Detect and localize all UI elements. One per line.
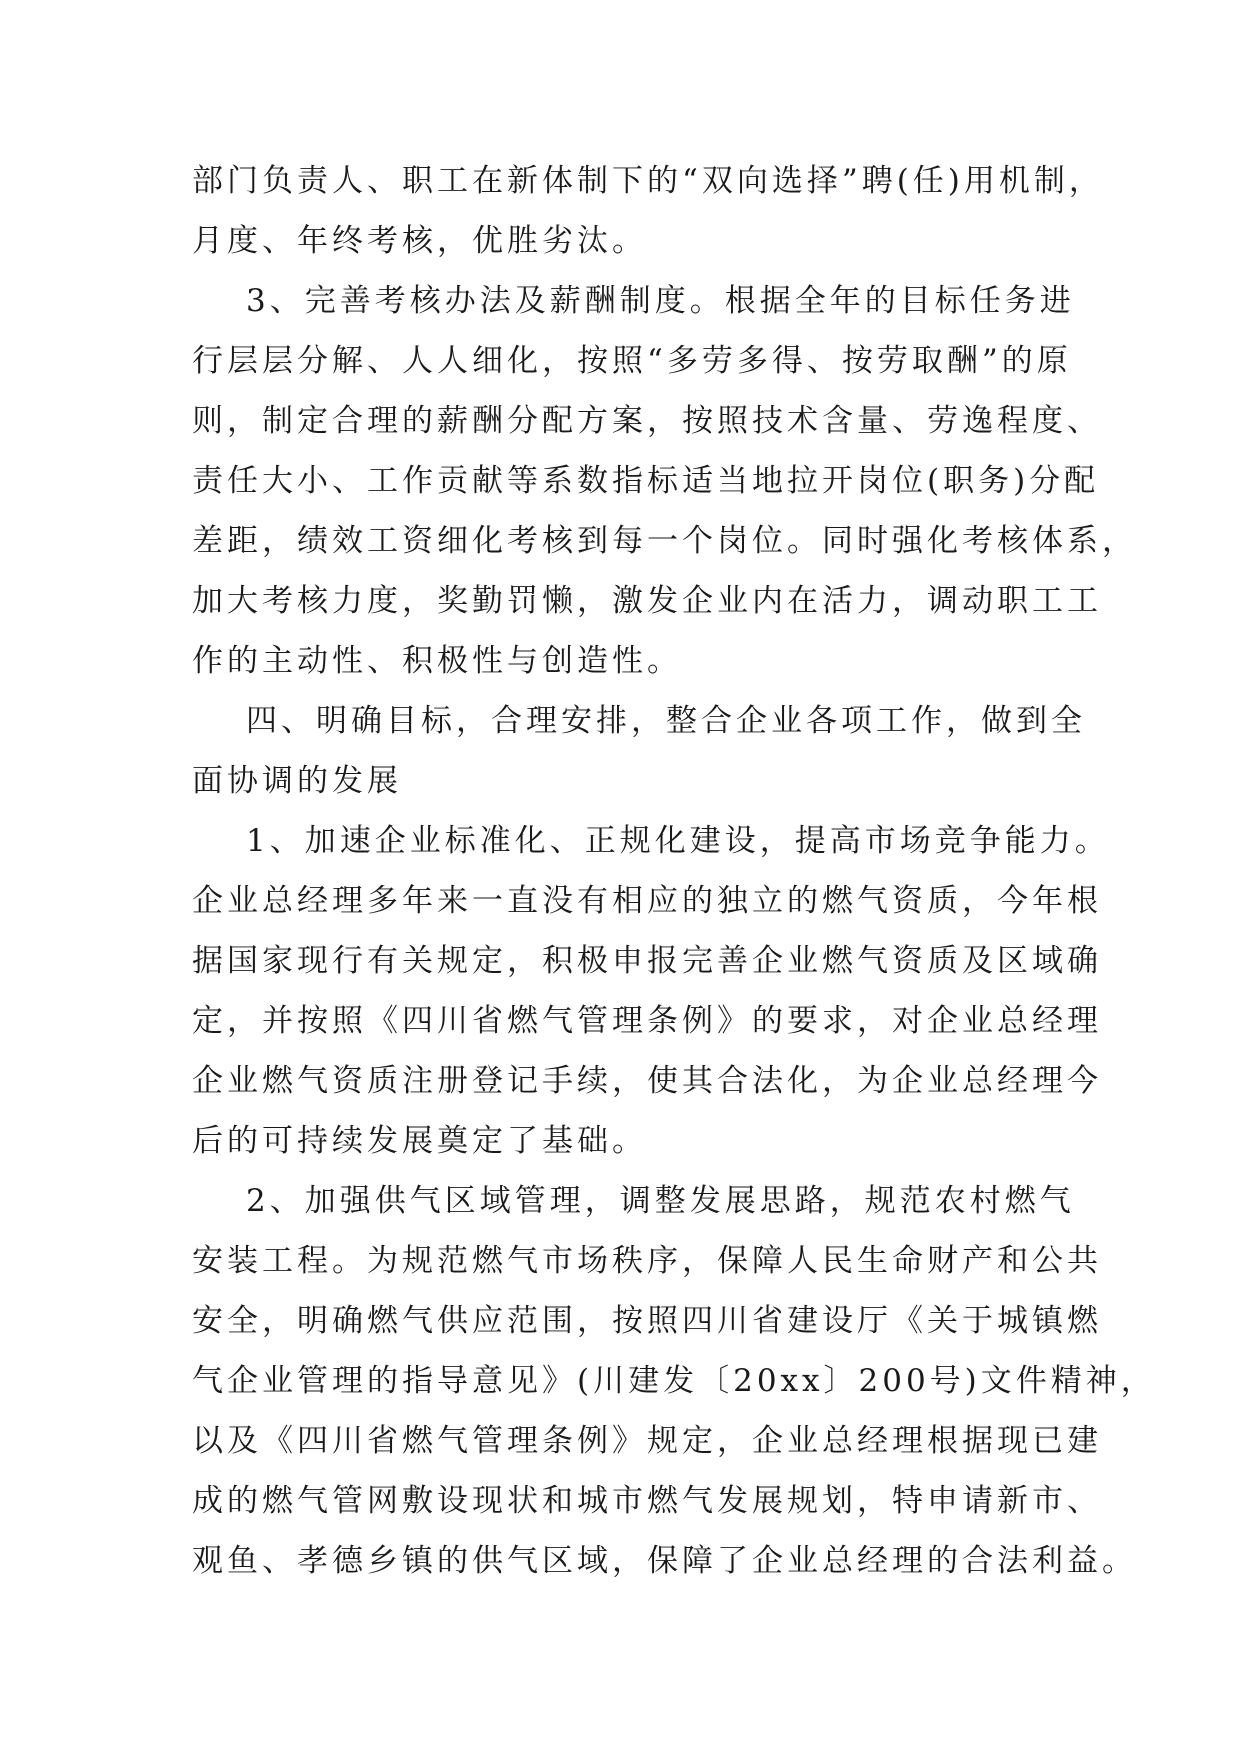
- paragraph-start-line: 2、加强供气区域管理，调整发展思路，规范农村燃气: [246, 1183, 1075, 1219]
- text-line: 气企业管理的指导意见》(川建发〔20xx〕200号)文件精神，: [192, 1363, 1156, 1399]
- text-line: 行层层分解、人人细化，按照“多劳多得、按劳取酬”的原: [192, 343, 1072, 379]
- text-line: 部门负责人、职工在新体制下的“双向选择”聘(任)用机制，: [192, 163, 1104, 199]
- text-line: 后的可持续发展奠定了基础。: [192, 1123, 647, 1159]
- section-heading-line: 四、明确目标，合理安排，整合企业各项工作，做到全: [246, 703, 1086, 739]
- text-line: 则，制定合理的薪酬分配方案，按照技术含量、劳逸程度、: [192, 403, 1102, 439]
- text-line: 差距，绩效工资细化考核到每一个岗位。同时强化考核体系，: [192, 523, 1137, 559]
- text-line: 成的燃气管网敷设现状和城市燃气发展规划，特申请新市、: [192, 1483, 1102, 1519]
- text-line: 企业燃气资质注册登记手续，使其合法化，为企业总经理今: [192, 1063, 1102, 1099]
- text-line: 加大考核力度，奖勤罚懒，激发企业内在活力，调动职工工: [192, 583, 1102, 619]
- text-line: 以及《四川省燃气管理条例》规定，企业总经理根据现已建: [192, 1423, 1102, 1459]
- text-line: 安全，明确燃气供应范围，按照四川省建设厅《关于城镇燃: [192, 1303, 1102, 1339]
- text-line: 观鱼、孝德乡镇的供气区域，保障了企业总经理的合法利益。: [192, 1543, 1137, 1579]
- text-line: 责任大小、工作贡献等系数指标适当地拉开岗位(职务)分配: [192, 463, 1100, 499]
- text-line: 作的主动性、积极性与创造性。: [192, 643, 682, 679]
- section-heading-line: 面协调的发展: [192, 763, 402, 799]
- text-line: 安装工程。为规范燃气市场秩序，保障人民生命财产和公共: [192, 1243, 1102, 1279]
- text-line: 月度、年终考核，优胜劣汰。: [192, 223, 647, 259]
- text-line: 据国家现行有关规定，积极申报完善企业燃气资质及区域确: [192, 943, 1102, 979]
- text-line: 定，并按照《四川省燃气管理条例》的要求，对企业总经理: [192, 1003, 1102, 1039]
- body-text: [192, 151, 1156, 1591]
- text-line: 企业总经理多年来一直没有相应的独立的燃气资质，今年根: [192, 883, 1102, 919]
- paragraph-start-line: 1、加速企业标准化、正规化建设，提高市场竞争能力。: [246, 823, 1110, 859]
- paragraph-start-line: 3、完善考核办法及薪酬制度。根据全年的目标任务进: [246, 283, 1075, 319]
